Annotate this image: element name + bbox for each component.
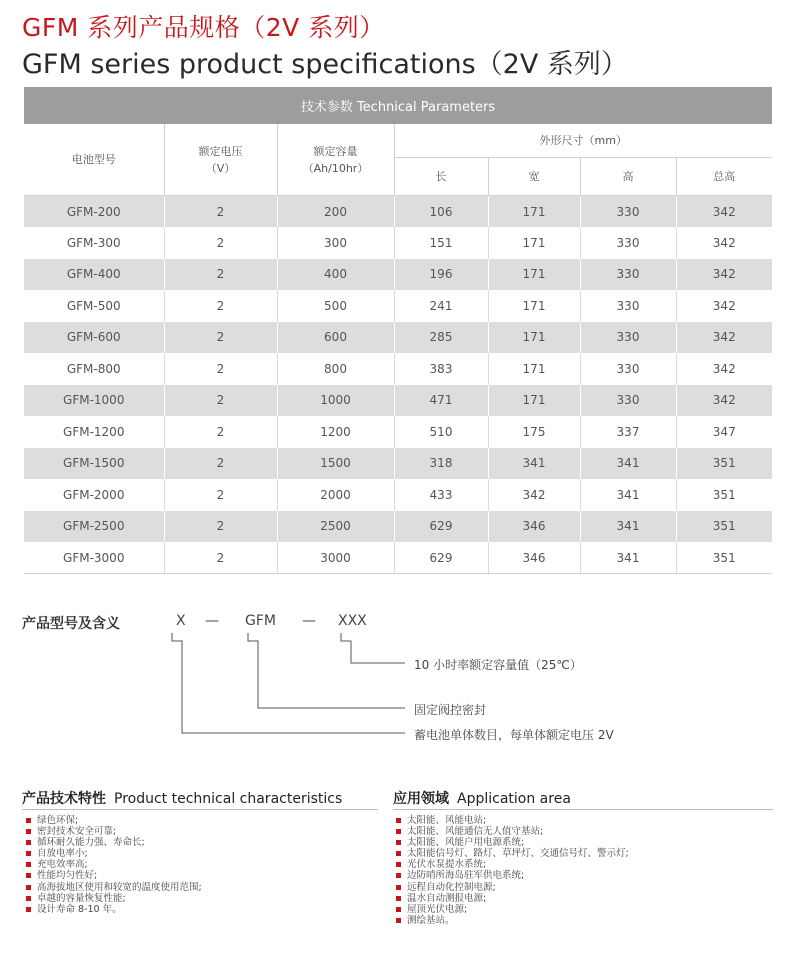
characteristics-title-cn: 产品技术特性 <box>22 791 106 807</box>
list-item-text: 太阳能、风能电站; <box>407 815 487 826</box>
cell-length: 629 <box>394 511 488 543</box>
cell-width: 171 <box>488 290 580 322</box>
cell-voltage: 2 <box>164 196 277 228</box>
cell-height: 330 <box>580 290 676 322</box>
list-item-text: 远程自动化控制电源; <box>407 881 496 893</box>
connector-x <box>172 633 405 733</box>
cell-height: 330 <box>580 385 676 417</box>
cell-height: 341 <box>580 479 676 511</box>
cell-total-height: 351 <box>676 448 772 480</box>
list-item <box>26 904 202 915</box>
bullet-square-icon <box>26 862 31 867</box>
list-item-text: 太阳能、风能通信无人值守基站; <box>407 826 544 838</box>
bullet-square-icon <box>26 818 31 823</box>
cell-model: GFM-3000 <box>24 542 164 574</box>
cell-model: GFM-200 <box>24 196 164 228</box>
cell-width: 171 <box>488 385 580 417</box>
code-part-x: X <box>176 613 186 629</box>
list-item <box>26 859 202 870</box>
cell-width: 341 <box>488 448 580 480</box>
cell-voltage: 2 <box>164 259 277 291</box>
list-item-text: 光伏水泵提水系统; <box>407 859 487 871</box>
col-header-width: 宽 <box>488 158 580 196</box>
application-list <box>396 815 629 926</box>
col-header-model: 电池型号 <box>24 124 164 196</box>
characteristics-list <box>26 815 202 915</box>
cell-total-height: 351 <box>676 511 772 543</box>
cell-model: GFM-1500 <box>24 448 164 480</box>
application-divider <box>393 809 773 810</box>
cell-total-height: 342 <box>676 353 772 385</box>
cell-capacity: 2000 <box>277 479 394 511</box>
cell-capacity: 1200 <box>277 416 394 448</box>
cell-voltage: 2 <box>164 479 277 511</box>
cell-voltage: 2 <box>164 542 277 574</box>
cell-height: 341 <box>580 511 676 543</box>
bullet-square-icon <box>26 907 31 912</box>
list-item <box>26 826 202 837</box>
note-cell-count: 蓄电池单体数目，每单体额定电压 2V <box>414 728 614 742</box>
list-item <box>396 915 629 926</box>
bullet-square-icon <box>396 829 401 834</box>
col-header-height: 高 <box>580 158 676 196</box>
cell-capacity: 800 <box>277 353 394 385</box>
list-item-text: 性能均匀性好; <box>37 870 98 882</box>
col-header-dimensions: 外形尺寸（mm） <box>394 124 772 158</box>
bullet-square-icon <box>26 885 31 890</box>
cell-model: GFM-300 <box>24 227 164 259</box>
cell-height: 337 <box>580 416 676 448</box>
bullet-square-icon <box>26 896 31 901</box>
list-item <box>396 893 629 904</box>
cell-length: 285 <box>394 322 488 354</box>
cell-length: 318 <box>394 448 488 480</box>
list-item-text: 充电效率高; <box>37 859 88 871</box>
cell-voltage: 2 <box>164 416 277 448</box>
col-header-capacity-unit: （Ah/10hr） <box>302 161 369 175</box>
cell-total-height: 351 <box>676 542 772 574</box>
list-item-text: 太阳能信号灯、路灯、草坪灯、交通信号灯、警示灯; <box>407 848 629 860</box>
cell-length: 151 <box>394 227 488 259</box>
page-title-english: GFM series product specifications（2V 系列） <box>22 49 628 80</box>
cell-voltage: 2 <box>164 353 277 385</box>
bullet-square-icon <box>396 818 401 823</box>
col-header-total-height: 总高 <box>676 158 772 196</box>
cell-capacity: 2500 <box>277 511 394 543</box>
bullet-square-icon <box>26 851 31 856</box>
bullet-square-icon <box>396 918 401 923</box>
cell-height: 330 <box>580 322 676 354</box>
characteristics-title-en: Product technical characteristics <box>114 791 343 807</box>
list-item-text: 密封技术安全可靠; <box>37 826 117 838</box>
list-item <box>26 815 202 826</box>
list-item-text: 绿色环保; <box>37 815 79 826</box>
list-item <box>26 870 202 881</box>
application-title-cn: 应用领域 <box>393 791 449 807</box>
col-header-voltage-unit: （V） <box>205 161 236 175</box>
cell-model: GFM-800 <box>24 353 164 385</box>
list-item <box>396 848 629 859</box>
cell-capacity: 1500 <box>277 448 394 480</box>
cell-voltage: 2 <box>164 290 277 322</box>
list-item-text: 屋顶光伏电源; <box>407 903 468 915</box>
cell-length: 510 <box>394 416 488 448</box>
cell-total-height: 342 <box>676 196 772 228</box>
col-header-capacity-label: 额定容量 <box>313 144 358 158</box>
cell-height: 330 <box>580 259 676 291</box>
list-item <box>396 870 629 881</box>
cell-voltage: 2 <box>164 227 277 259</box>
list-item <box>26 848 202 859</box>
list-item-text: 高海拔地区使用和较宽的温度使用范围; <box>37 881 202 893</box>
bullet-square-icon <box>26 873 31 878</box>
cell-height: 341 <box>580 448 676 480</box>
cell-model: GFM-500 <box>24 290 164 322</box>
bullet-square-icon <box>396 873 401 878</box>
list-item-text: 太阳能、风能户用电源系统; <box>407 837 525 849</box>
cell-width: 171 <box>488 353 580 385</box>
code-dash-1: — <box>205 613 219 629</box>
list-item <box>396 904 629 915</box>
list-item-text: 测绘基站。 <box>407 914 455 926</box>
bullet-square-icon <box>396 885 401 890</box>
list-item-text: 边防哨所海岛驻军供电系统; <box>407 870 525 882</box>
cell-length: 471 <box>394 385 488 417</box>
list-item-text: 自放电率小; <box>37 848 88 860</box>
page-title-chinese: GFM 系列产品规格（2V 系列） <box>22 13 385 42</box>
cell-capacity: 3000 <box>277 542 394 574</box>
cell-capacity: 400 <box>277 259 394 291</box>
list-item <box>396 882 629 893</box>
bullet-square-icon <box>26 840 31 845</box>
cell-width: 175 <box>488 416 580 448</box>
cell-model: GFM-2000 <box>24 479 164 511</box>
cell-total-height: 342 <box>676 385 772 417</box>
list-item-text: 循环耐久能力强、寿命长; <box>37 837 145 849</box>
cell-width: 346 <box>488 542 580 574</box>
list-item-text: 温水自动测报电源; <box>407 892 487 904</box>
cell-voltage: 2 <box>164 448 277 480</box>
cell-length: 629 <box>394 542 488 574</box>
list-item <box>26 837 202 848</box>
cell-width: 342 <box>488 479 580 511</box>
application-title-en: Application area <box>457 791 571 807</box>
cell-length: 433 <box>394 479 488 511</box>
col-header-length: 长 <box>394 158 488 196</box>
characteristics-title <box>22 788 342 808</box>
cell-voltage: 2 <box>164 385 277 417</box>
cell-length: 106 <box>394 196 488 228</box>
cell-model: GFM-400 <box>24 259 164 291</box>
connector-gfm <box>248 633 405 708</box>
cell-model: GFM-2500 <box>24 511 164 543</box>
list-item <box>26 893 202 904</box>
list-item-text: 设计寿命 8-10 年。 <box>37 903 122 915</box>
connector-xxx <box>341 633 405 663</box>
col-header-voltage-label: 额定电压 <box>198 144 243 158</box>
code-part-gfm: GFM <box>245 613 276 629</box>
bullet-square-icon <box>396 840 401 845</box>
model-meaning-label: 产品型号及含义 <box>22 616 120 632</box>
cell-total-height: 347 <box>676 416 772 448</box>
cell-model: GFM-1000 <box>24 385 164 417</box>
list-item <box>396 859 629 870</box>
cell-total-height: 351 <box>676 479 772 511</box>
cell-voltage: 2 <box>164 511 277 543</box>
note-valve-sealed: 固定阀控密封 <box>414 703 487 717</box>
cell-total-height: 342 <box>676 290 772 322</box>
cell-capacity: 600 <box>277 322 394 354</box>
cell-width: 171 <box>488 227 580 259</box>
code-part-xxx: XXX <box>338 613 367 629</box>
cell-length: 383 <box>394 353 488 385</box>
list-item <box>396 826 629 837</box>
cell-capacity: 1000 <box>277 385 394 417</box>
cell-total-height: 342 <box>676 227 772 259</box>
cell-capacity: 200 <box>277 196 394 228</box>
bullet-square-icon <box>396 907 401 912</box>
cell-length: 196 <box>394 259 488 291</box>
table-banner: 技术参数 Technical Parameters <box>24 87 772 124</box>
code-dash-2: — <box>302 613 316 629</box>
cell-width: 171 <box>488 259 580 291</box>
cell-length: 241 <box>394 290 488 322</box>
note-capacity: 10 小时率额定容量值（25℃） <box>414 658 582 672</box>
cell-model: GFM-600 <box>24 322 164 354</box>
list-item <box>396 837 629 848</box>
list-item-text: 卓越的容量恢复性能; <box>37 892 126 904</box>
cell-height: 330 <box>580 353 676 385</box>
characteristics-divider <box>22 809 378 810</box>
cell-height: 330 <box>580 227 676 259</box>
cell-height: 330 <box>580 196 676 228</box>
list-item <box>26 882 202 893</box>
bullet-square-icon <box>396 851 401 856</box>
cell-capacity: 500 <box>277 290 394 322</box>
cell-height: 341 <box>580 542 676 574</box>
cell-capacity: 300 <box>277 227 394 259</box>
bullet-square-icon <box>26 829 31 834</box>
cell-total-height: 342 <box>676 259 772 291</box>
cell-width: 171 <box>488 322 580 354</box>
application-title <box>393 788 571 808</box>
cell-voltage: 2 <box>164 322 277 354</box>
list-item <box>396 815 629 826</box>
cell-model: GFM-1200 <box>24 416 164 448</box>
cell-total-height: 342 <box>676 322 772 354</box>
bullet-square-icon <box>396 862 401 867</box>
cell-width: 346 <box>488 511 580 543</box>
cell-width: 171 <box>488 196 580 228</box>
bullet-square-icon <box>396 896 401 901</box>
